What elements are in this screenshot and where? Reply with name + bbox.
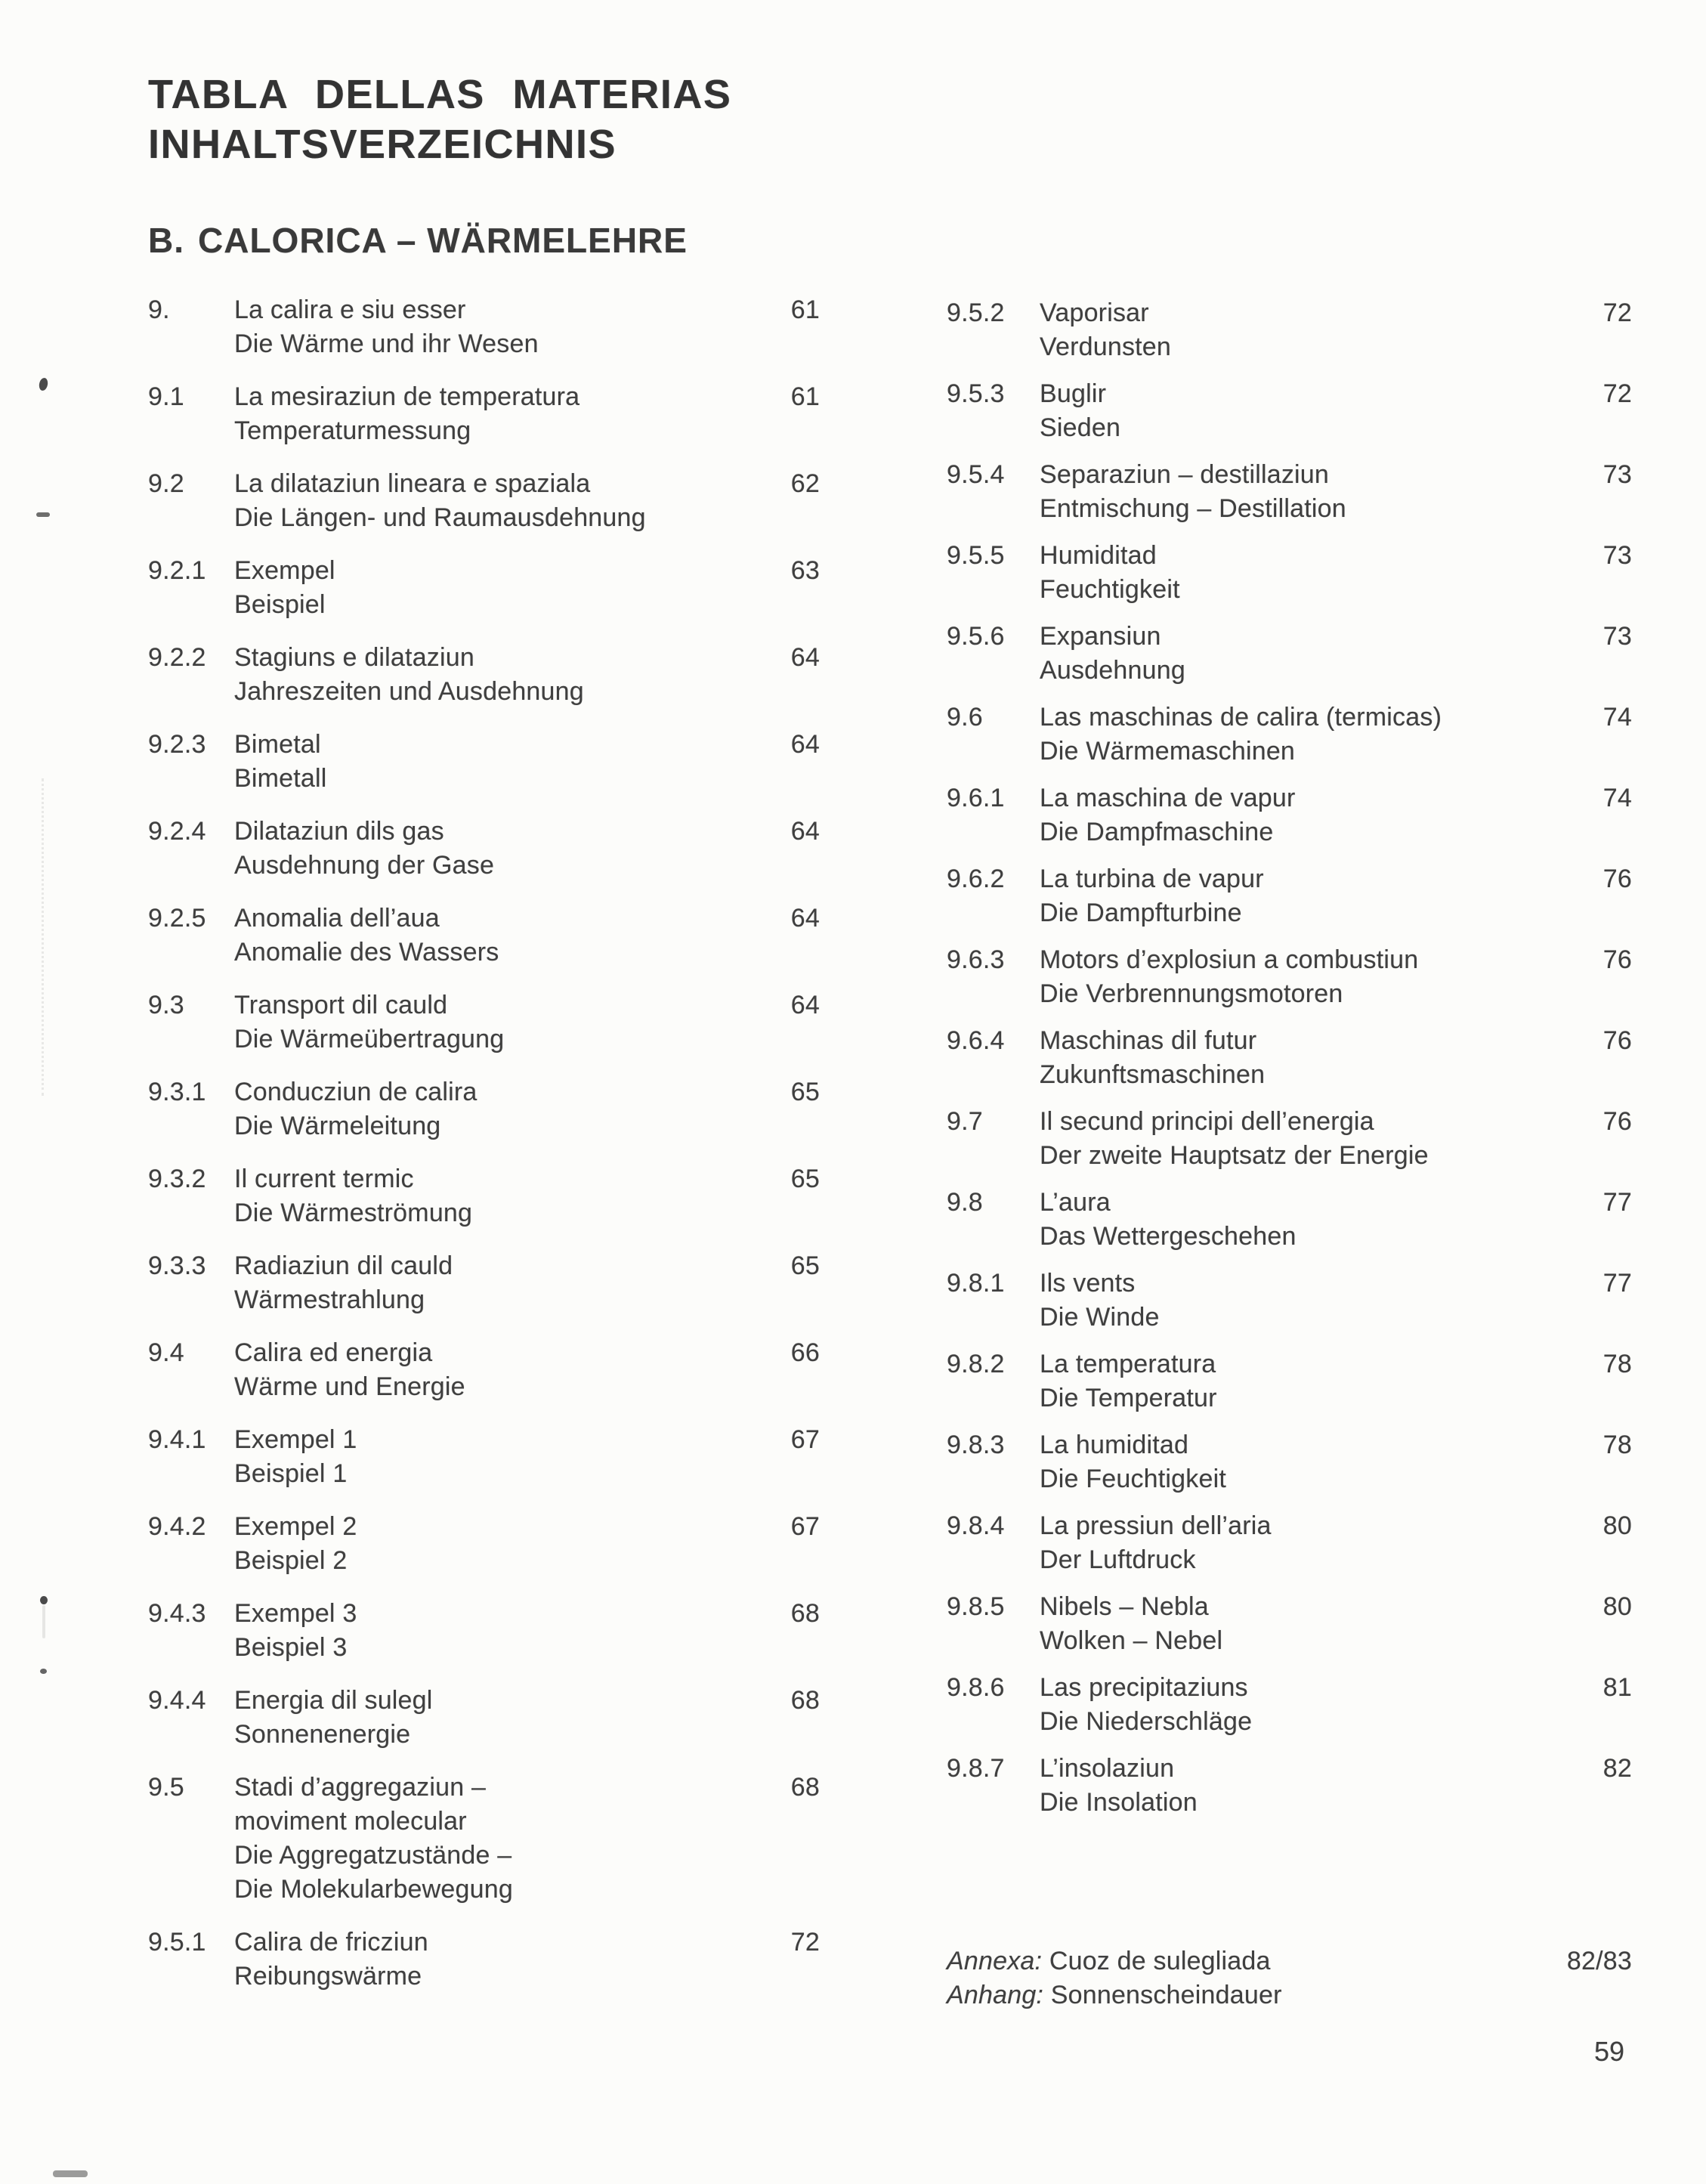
toc-entry (947, 1024, 1632, 1092)
entry-number: 9.4.3 (148, 1599, 206, 1628)
entry-line: Feuchtigkeit (1040, 575, 1180, 604)
entry-number: 9.4.4 (148, 1686, 206, 1715)
toc-entry (947, 701, 1632, 769)
entry-page: 76 (1602, 1026, 1632, 1055)
entry-number: 9.8.3 (947, 1431, 1005, 1459)
entry-line: Die Insolation (1040, 1788, 1198, 1817)
annex-line (947, 1944, 1567, 1978)
entry-line: Die Wärmeströmung (234, 1199, 473, 1227)
entry-number: 9.7 (947, 1107, 983, 1136)
scan-artifact (36, 512, 50, 517)
entry-line: La maschina de vapur (1040, 784, 1296, 812)
entry-page: 64 (790, 991, 820, 1019)
entry-line: Die Längen- und Raumausdehnung (234, 503, 646, 532)
scan-artifact (38, 377, 48, 391)
toc-entry (148, 467, 820, 535)
entry-line: L’insolaziun (1040, 1754, 1175, 1783)
toc-entry (947, 1267, 1632, 1335)
page-title (148, 70, 731, 169)
entry-page: 64 (790, 817, 820, 846)
toc-entry (148, 1423, 820, 1491)
entry-line: Ils vents (1040, 1269, 1136, 1298)
entry-line: Las precipitaziuns (1040, 1673, 1248, 1702)
entry-line: Beispiel (234, 590, 326, 619)
entry-text (234, 1336, 791, 1404)
entry-text (234, 380, 791, 448)
toc-entry (148, 380, 820, 448)
annex-text: Cuoz de sulegliada (1049, 1947, 1271, 1975)
entry-line: Calira de fricziun (234, 1928, 428, 1957)
entry-line: Die Wärmeübertragung (234, 1025, 505, 1053)
entry-page: 76 (1602, 945, 1632, 974)
entry-text (234, 902, 791, 970)
entry-line: Il current termic (234, 1165, 414, 1193)
entry-text (1040, 781, 1603, 849)
toc-entry (947, 1105, 1632, 1173)
annex-text-lines (947, 1944, 1567, 2012)
entry-number: 9.6 (947, 703, 983, 732)
entry-page: 81 (1602, 1673, 1632, 1702)
entry-line: Bimetall (234, 764, 327, 793)
entry-line: Conducziun de calira (234, 1078, 477, 1106)
entry-line: Dilataziun dils gas (234, 817, 444, 846)
entry-number: 9.5.2 (947, 299, 1005, 327)
entry-page: 61 (790, 382, 820, 411)
entry-line: Ausdehnung der Gase (234, 851, 495, 880)
toc-entry (148, 1162, 820, 1230)
entry-page: 76 (1602, 1107, 1632, 1136)
entry-line: Calira ed energia (234, 1338, 433, 1367)
entry-line: Die Dampfturbine (1040, 899, 1242, 927)
toc-entry (947, 943, 1632, 1011)
entry-page: 62 (790, 469, 820, 498)
entry-line: Ausdehnung (1040, 656, 1185, 685)
entry-number: 9.4.2 (148, 1512, 206, 1541)
toc-entry (148, 554, 820, 622)
toc-entry (148, 902, 820, 970)
entry-number: 9.5.3 (947, 379, 1005, 408)
entry-line: Il secund principi dell’energia (1040, 1107, 1374, 1136)
entry-line: Wolken – Nebel (1040, 1626, 1223, 1655)
entry-text (1040, 1509, 1603, 1577)
scan-artifact (42, 1605, 45, 1638)
section-heading (148, 221, 688, 260)
toc-entry (148, 641, 820, 709)
entry-line: Vaporisar (1040, 299, 1149, 327)
entry-line: Die Wärme und ihr Wesen (234, 329, 539, 358)
entry-line: Temperaturmessung (234, 416, 471, 445)
entry-line: Wärme und Energie (234, 1372, 465, 1401)
toc-entry (148, 1336, 820, 1404)
entry-line: La humiditad (1040, 1431, 1189, 1459)
entry-line: Das Wettergeschehen (1040, 1222, 1296, 1251)
entry-line: Anomalia dell’aua (234, 904, 440, 933)
entry-text (1040, 1428, 1603, 1496)
entry-page: 80 (1602, 1511, 1632, 1540)
entry-line: Der Luftdruck (1040, 1545, 1196, 1574)
entry-number: 9.6.4 (947, 1026, 1005, 1055)
entry-line: La dilataziun lineara e spaziala (234, 469, 591, 498)
entry-text (1040, 862, 1603, 930)
annex-text: Sonnenscheindauer (1050, 1981, 1282, 2009)
entry-number: 9.6.3 (947, 945, 1005, 974)
entry-line: Maschinas dil futur (1040, 1026, 1257, 1055)
annex-page: 82/83 (1566, 1947, 1632, 1975)
entry-line: moviment molecular (234, 1807, 467, 1836)
entry-text (1040, 943, 1603, 1011)
entry-text (234, 1510, 791, 1578)
entry-text (234, 988, 791, 1056)
toc-entry (947, 539, 1632, 607)
entry-text (234, 1926, 791, 1994)
entry-page: 67 (790, 1512, 820, 1541)
entry-line: Jahreszeiten und Ausdehnung (234, 677, 584, 706)
entry-page: 68 (790, 1773, 820, 1802)
entry-text (1040, 1671, 1603, 1739)
toc-column-right (947, 296, 1632, 2012)
entry-number: 9.2.1 (148, 556, 206, 585)
entry-text (234, 554, 791, 622)
entry-number: 9.5.1 (148, 1928, 206, 1957)
toc-entry (947, 1509, 1632, 1577)
entry-number: 9.3.1 (148, 1078, 206, 1106)
toc-entry (148, 293, 820, 361)
annex-label: Annexa: (947, 1947, 1043, 1975)
entry-line: Entmischung – Destillation (1040, 494, 1346, 523)
entry-text (1040, 701, 1603, 769)
entry-text (234, 467, 791, 535)
entry-text (1040, 1024, 1603, 1092)
entry-page: 74 (1602, 784, 1632, 812)
entry-text (1040, 458, 1603, 526)
entry-page: 68 (790, 1599, 820, 1628)
entry-page: 77 (1602, 1269, 1632, 1298)
entry-line: La pressiun dell’aria (1040, 1511, 1272, 1540)
entry-line: Sieden (1040, 413, 1121, 442)
entry-page: 68 (790, 1686, 820, 1715)
page-title-line1: TABLA DELLAS MATERIAS (148, 72, 732, 117)
annex-label: Anhang: (947, 1981, 1044, 2009)
entry-line: Exempel 3 (234, 1599, 357, 1628)
entry-line: Die Verbrennungsmotoren (1040, 979, 1343, 1008)
entry-line: Sonnenenergie (234, 1720, 411, 1749)
toc-column-left (148, 293, 820, 1994)
entry-text (234, 1162, 791, 1230)
entry-page: 74 (1602, 703, 1632, 732)
entry-number: 9.4.1 (148, 1425, 206, 1454)
scan-artifact (53, 2170, 88, 2177)
entry-line: Die Wärmeleitung (234, 1112, 441, 1140)
entry-number: 9.2.4 (148, 817, 206, 846)
entry-line: La calira e siu esser (234, 295, 466, 324)
entry-line: La mesiraziun de temperatura (234, 382, 580, 411)
entry-number: 9.5 (148, 1773, 184, 1802)
entry-text (234, 1249, 791, 1317)
entry-line: Stadi d’aggregaziun – (234, 1773, 487, 1802)
entry-page: 73 (1602, 622, 1632, 651)
entry-line: Die Temperatur (1040, 1384, 1217, 1412)
toc-entry (148, 1926, 820, 1994)
entry-line: Nibels – Nebla (1040, 1592, 1209, 1621)
entry-number: 9. (148, 295, 170, 324)
toc-entry (947, 781, 1632, 849)
entry-number: 9.5.5 (947, 541, 1005, 570)
entry-line: Die Aggregatzustände – (234, 1841, 512, 1870)
entry-page: 61 (790, 295, 820, 324)
entry-text (234, 1597, 791, 1665)
entry-number: 9.6.2 (947, 865, 1005, 893)
entry-page: 67 (790, 1425, 820, 1454)
toc-entry (947, 620, 1632, 688)
toc-entry (148, 1597, 820, 1665)
entry-page: 78 (1602, 1350, 1632, 1378)
entry-line: Transport dil cauld (234, 991, 448, 1019)
toc-entry (947, 1752, 1632, 1820)
toc-entry (947, 862, 1632, 930)
toc-entry (947, 1671, 1632, 1739)
entry-line: Las maschinas de calira (termicas) (1040, 703, 1442, 732)
toc-entry (947, 1186, 1632, 1254)
entry-page: 65 (790, 1251, 820, 1280)
entry-number: 9.2 (148, 469, 184, 498)
entry-page: 73 (1602, 460, 1632, 489)
toc-entry (947, 458, 1632, 526)
toc-entry (947, 1347, 1632, 1415)
entry-page: 63 (790, 556, 820, 585)
entry-line: La temperatura (1040, 1350, 1216, 1378)
scan-artifact (42, 778, 44, 1096)
entry-line: Die Wärmemaschinen (1040, 737, 1296, 766)
toc-entry (947, 1590, 1632, 1658)
entry-page: 82 (1602, 1754, 1632, 1783)
entry-text (1040, 1186, 1603, 1254)
entry-text (234, 728, 791, 796)
entry-number: 9.2.5 (148, 904, 206, 933)
section-title: CALORICA – WÄRMELEHRE (198, 221, 688, 260)
toc-entry (148, 1771, 820, 1907)
entry-line: Stagiuns e dilataziun (234, 643, 474, 672)
entry-number: 9.3 (148, 991, 184, 1019)
entry-page: 72 (790, 1928, 820, 1957)
entry-page: 66 (790, 1338, 820, 1367)
entry-page: 64 (790, 904, 820, 933)
entry-page: 73 (1602, 541, 1632, 570)
entry-number: 9.6.1 (947, 784, 1005, 812)
page-title-line2: INHALTSVERZEICHNIS (148, 122, 617, 167)
entry-text (1040, 296, 1603, 364)
entry-page: 76 (1602, 865, 1632, 893)
entry-text (234, 815, 791, 883)
toc-entry (947, 377, 1632, 445)
entry-line: La turbina de vapur (1040, 865, 1264, 893)
entry-text (234, 1075, 791, 1143)
toc-entry (947, 1428, 1632, 1496)
entry-line: Beispiel 3 (234, 1633, 348, 1662)
entry-number: 9.3.3 (148, 1251, 206, 1280)
toc-entry (148, 988, 820, 1056)
entry-page: 65 (790, 1165, 820, 1193)
entry-line: Radiaziun dil cauld (234, 1251, 453, 1280)
entry-number: 9.1 (148, 382, 184, 411)
annex-line (947, 1978, 1567, 2012)
entry-line: Verdunsten (1040, 333, 1172, 361)
entry-line: Beispiel 1 (234, 1459, 348, 1488)
entry-line: Humiditad (1040, 541, 1157, 570)
entry-text (1040, 1752, 1603, 1820)
entry-text (1040, 1267, 1603, 1335)
entry-number: 9.2.3 (148, 730, 206, 759)
entry-line: Anomalie des Wassers (234, 938, 499, 967)
entry-page: 72 (1602, 379, 1632, 408)
entry-number: 9.4 (148, 1338, 184, 1367)
entry-number: 9.8.5 (947, 1592, 1005, 1621)
entry-text (234, 641, 791, 709)
entry-line: Buglir (1040, 379, 1107, 408)
page-number: 59 (1593, 2036, 1624, 2067)
entry-line: Die Feuchtigkeit (1040, 1465, 1226, 1493)
toc-entry (148, 1249, 820, 1317)
entry-number: 9.8.4 (947, 1511, 1005, 1540)
annex-entry (947, 1944, 1632, 2012)
entry-number: 9.8.1 (947, 1269, 1005, 1298)
entry-text (234, 1771, 791, 1907)
entry-page: 64 (790, 643, 820, 672)
entry-line: Der zweite Hauptsatz der Energie (1040, 1141, 1429, 1170)
entry-line: Reibungswärme (234, 1962, 422, 1991)
entry-text (1040, 620, 1603, 688)
entry-text (234, 1423, 791, 1491)
entry-line: Expansiun (1040, 622, 1161, 651)
entry-line: Exempel 2 (234, 1512, 357, 1541)
entry-line: Wärmestrahlung (234, 1285, 425, 1314)
entry-number: 9.5.4 (947, 460, 1005, 489)
entry-line: Die Winde (1040, 1303, 1160, 1332)
entry-text (1040, 1590, 1603, 1658)
entry-page: 78 (1602, 1431, 1632, 1459)
entry-line: Exempel 1 (234, 1425, 357, 1454)
entry-line: Exempel (234, 556, 335, 585)
entry-page: 64 (790, 730, 820, 759)
scan-artifact (40, 1596, 48, 1604)
entry-number: 9.5.6 (947, 622, 1005, 651)
entry-number: 9.8.2 (947, 1350, 1005, 1378)
entry-text (1040, 377, 1603, 445)
toc-entry (148, 1684, 820, 1752)
entry-line: Separaziun – destillaziun (1040, 460, 1330, 489)
entry-line: L’aura (1040, 1188, 1111, 1217)
entry-number: 9.8.6 (947, 1673, 1005, 1702)
entry-line: Zukunftsmaschinen (1040, 1060, 1266, 1089)
entry-line: Die Dampfmaschine (1040, 818, 1274, 846)
entry-text (1040, 1347, 1603, 1415)
toc-entry (148, 1510, 820, 1578)
toc-entry (148, 1075, 820, 1143)
entry-line: Motors d’explosiun a combustiun (1040, 945, 1419, 974)
toc-entry (947, 296, 1632, 364)
toc-entry (148, 815, 820, 883)
entry-line: Die Niederschläge (1040, 1707, 1253, 1736)
entry-number: 9.8.7 (947, 1754, 1005, 1783)
entry-number: 9.2.2 (148, 643, 206, 672)
scan-artifact (40, 1669, 47, 1674)
entry-page: 72 (1602, 299, 1632, 327)
entry-line: Bimetal (234, 730, 321, 759)
entry-text (234, 293, 791, 361)
entry-page: 80 (1602, 1592, 1632, 1621)
toc-entry (148, 728, 820, 796)
section-letter: B. (148, 221, 184, 260)
entry-line: Energia dil sulegl (234, 1686, 433, 1715)
entry-text (1040, 1105, 1603, 1173)
entry-text (234, 1684, 791, 1752)
entry-line: Beispiel 2 (234, 1546, 348, 1575)
entry-number: 9.8 (947, 1188, 983, 1217)
entry-text (1040, 539, 1603, 607)
entry-number: 9.3.2 (148, 1165, 206, 1193)
entry-line: Die Molekularbewegung (234, 1875, 513, 1904)
entry-page: 65 (790, 1078, 820, 1106)
entry-page: 77 (1602, 1188, 1632, 1217)
